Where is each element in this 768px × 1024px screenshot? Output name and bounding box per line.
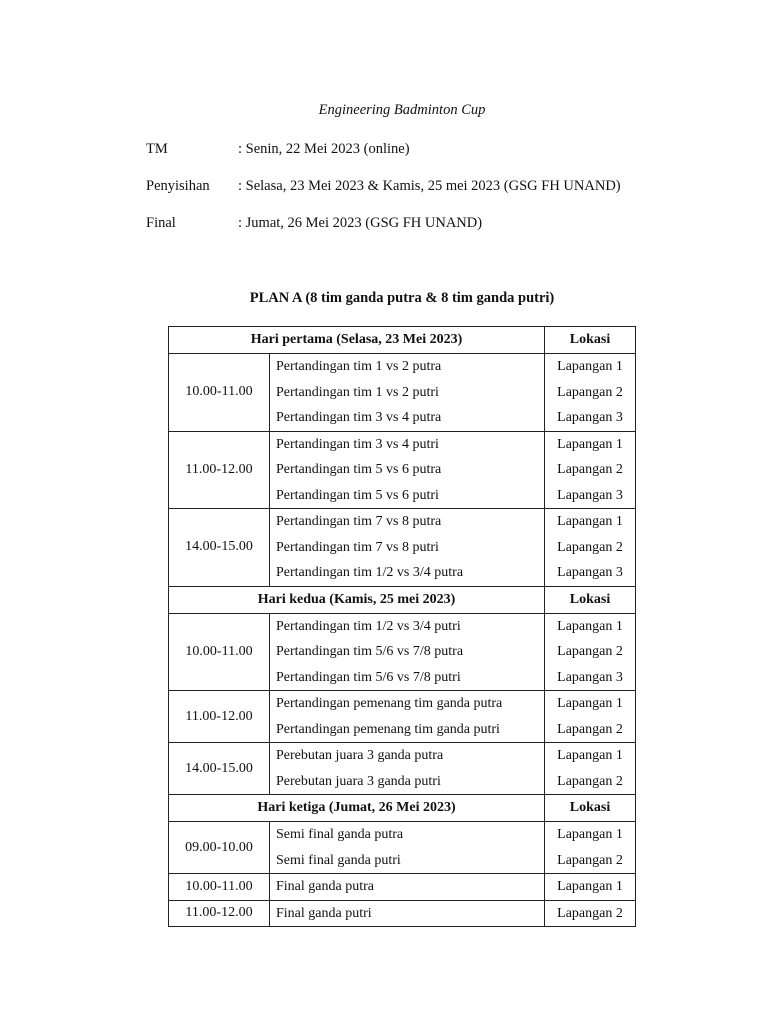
match-item: Semi final ganda putri <box>276 852 401 868</box>
match-item: Pertandingan pemenang tim ganda putra <box>276 696 503 711</box>
day-header-row <box>169 327 636 354</box>
match-item: Pertandingan tim 5 vs 6 putra <box>276 462 442 477</box>
time-slot: 10.00-11.00 <box>169 354 270 432</box>
match-item: Pertandingan tim 5/6 vs 7/8 putra <box>276 644 464 659</box>
location-item: Lapangan 2 <box>557 462 623 477</box>
match-item: Pertandingan tim 3 vs 4 putra <box>276 410 442 425</box>
location-item: Lapangan 1 <box>557 359 623 374</box>
slot-row <box>169 354 636 432</box>
info-value: : Selasa, 23 Mei 2023 & Kamis, 25 mei 2023 (GSG FH UNAND) <box>238 178 621 194</box>
location-cell <box>545 431 636 509</box>
info-value: : Senin, 22 Mei 2023 (online) <box>238 141 410 157</box>
location-item: Lapangan 1 <box>557 514 623 529</box>
location-item: Lapangan 1 <box>557 827 623 842</box>
info-label: Penyisihan <box>146 178 210 194</box>
location-item: Lapangan 1 <box>557 879 623 894</box>
match-item: Perebutan juara 3 ganda putri <box>276 773 441 789</box>
time-slot: 11.00-12.00 <box>169 900 270 927</box>
location-item: Lapangan 3 <box>557 487 623 503</box>
slot-row <box>169 743 636 795</box>
match-item: Pertandingan tim 7 vs 8 putri <box>276 539 439 555</box>
location-item: Lapangan 2 <box>557 905 623 921</box>
location-item: Lapangan 2 <box>557 644 623 659</box>
slot-row <box>169 900 636 927</box>
location-cell <box>545 613 636 691</box>
info-label: TM <box>146 141 168 157</box>
location-item: Lapangan 2 <box>557 721 623 737</box>
location-item: Lapangan 2 <box>557 852 623 868</box>
time-slot: 09.00-10.00 <box>169 822 270 874</box>
info-label: Final <box>146 215 176 231</box>
match-item: Pertandingan tim 1 vs 2 putra <box>276 359 442 374</box>
time-slot: 10.00-11.00 <box>169 613 270 691</box>
slot-row <box>169 874 636 901</box>
location-item: Lapangan 3 <box>557 410 623 425</box>
time-slot: 11.00-12.00 <box>169 691 270 743</box>
location-header: Lokasi <box>545 327 636 354</box>
location-header: Lokasi <box>545 586 636 613</box>
info-row-penyisihan <box>146 178 621 195</box>
match-cell <box>270 354 545 432</box>
match-cell <box>270 743 545 795</box>
match-item: Final ganda putra <box>276 879 374 894</box>
location-cell <box>545 900 636 927</box>
match-item: Semi final ganda putra <box>276 827 404 842</box>
location-item: Lapangan 1 <box>557 618 623 634</box>
document-title: Engineering Badminton Cup <box>318 102 486 118</box>
location-cell <box>545 822 636 874</box>
match-item: Perebutan juara 3 ganda putra <box>276 748 444 763</box>
match-item: Pertandingan tim 1/2 vs 3/4 putri <box>276 618 461 634</box>
day-header: Hari ketiga (Jumat, 26 Mei 2023) <box>169 795 545 822</box>
match-cell <box>270 691 545 743</box>
location-cell <box>545 874 636 901</box>
match-item: Pertandingan tim 3 vs 4 putri <box>276 436 439 452</box>
location-cell <box>545 743 636 795</box>
match-cell <box>270 509 545 587</box>
match-item: Final ganda putri <box>276 905 372 921</box>
match-item: Pertandingan tim 5/6 vs 7/8 putri <box>276 669 461 685</box>
day-header-row <box>169 795 636 822</box>
location-item: Lapangan 2 <box>557 384 623 400</box>
day-header: Hari kedua (Kamis, 25 mei 2023) <box>169 586 545 613</box>
time-slot: 10.00-11.00 <box>169 874 270 901</box>
match-item: Pertandingan tim 7 vs 8 putra <box>276 514 442 529</box>
location-item: Lapangan 3 <box>557 669 623 685</box>
match-cell <box>270 874 545 901</box>
location-item: Lapangan 1 <box>557 696 623 711</box>
plan-title: PLAN A (8 tim ganda putra & 8 tim ganda putri) <box>249 290 555 306</box>
info-row-final <box>146 215 482 232</box>
slot-row <box>169 431 636 509</box>
info-value: : Jumat, 26 Mei 2023 (GSG FH UNAND) <box>238 215 483 231</box>
location-item: Lapangan 2 <box>557 773 623 789</box>
match-cell <box>270 900 545 927</box>
match-item: Pertandingan tim 5 vs 6 putri <box>276 487 439 503</box>
time-slot: 11.00-12.00 <box>169 431 270 509</box>
day-header-row <box>169 586 636 613</box>
location-cell <box>545 354 636 432</box>
location-item: Lapangan 3 <box>557 565 623 580</box>
location-cell <box>545 691 636 743</box>
location-item: Lapangan 1 <box>557 748 623 763</box>
time-slot: 14.00-15.00 <box>169 509 270 587</box>
match-cell <box>270 431 545 509</box>
match-item: Pertandingan tim 1/2 vs 3/4 putra <box>276 565 464 580</box>
time-slot: 14.00-15.00 <box>169 743 270 795</box>
location-item: Lapangan 2 <box>557 539 623 555</box>
match-item: Pertandingan tim 1 vs 2 putri <box>276 384 439 400</box>
match-cell <box>270 822 545 874</box>
slot-row <box>169 509 636 587</box>
match-item: Pertandingan pemenang tim ganda putri <box>276 721 500 737</box>
location-item: Lapangan 1 <box>557 436 623 452</box>
location-header: Lokasi <box>545 795 636 822</box>
day-header: Hari pertama (Selasa, 23 Mei 2023) <box>169 327 545 354</box>
slot-row <box>169 822 636 874</box>
location-cell <box>545 509 636 587</box>
match-cell <box>270 613 545 691</box>
info-row-tm <box>146 141 410 158</box>
slot-row <box>169 613 636 691</box>
schedule-table <box>168 326 636 927</box>
slot-row <box>169 691 636 743</box>
